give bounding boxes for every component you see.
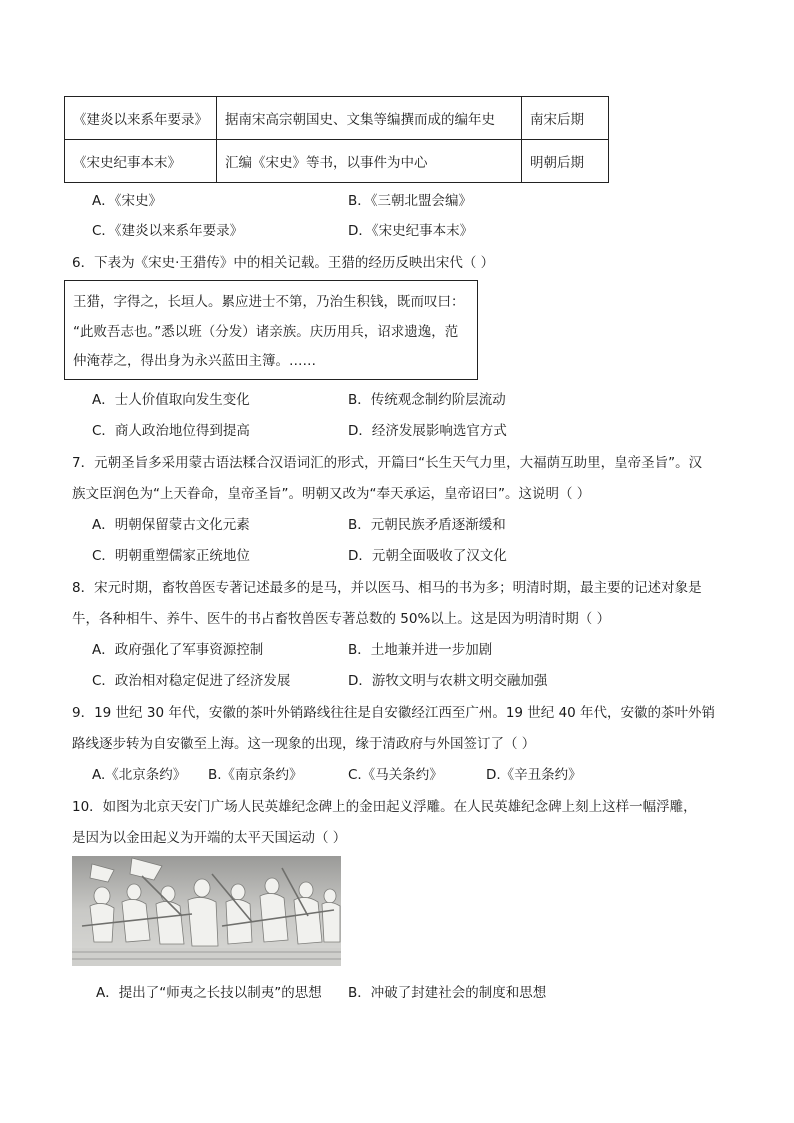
q6-quote-line: 仲淹荐之，得出身为永兴蓝田主簿。…… <box>73 353 316 369</box>
jintian-uprising-relief-image <box>72 856 341 966</box>
q8-option-c: C．政治相对稳定促进了经济发展 <box>92 673 291 689</box>
q9-stem-line2: 路线逐步转为自安徽至上海。这一现象的出现，缘于清政府与外国签订了（ ） <box>72 736 536 752</box>
q6-option-a: A．士人价值取向发生变化 <box>92 392 250 408</box>
q10-option-b: B．冲破了封建社会的制度和思想 <box>348 985 547 1001</box>
q6-quote-line: 王猎，字得之，长垣人。累应进士不第，乃治生积钱，既而叹曰： <box>73 294 465 310</box>
q9-stem-line1: 9．19 世纪 30 年代，安徽的茶叶外销路线往往是自安徽经江西至广州。19 世纪 40 年代，安徽的茶叶外销 <box>72 705 716 721</box>
table-row <box>65 97 609 140</box>
q7-option-a: A．明朝保留蒙古文化元素 <box>92 517 250 533</box>
q10-stem-line1: 10．如图为北京天安门广场人民英雄纪念碑上的金田起义浮雕。在人民英雄纪念碑上刻上这样一幅浮雕， <box>72 799 697 815</box>
q10-option-a: A．提出了“师夷之长技以制夷”的思想 <box>96 985 322 1001</box>
q6-option-c: C．商人政治地位得到提高 <box>92 423 250 439</box>
table-row <box>65 140 609 183</box>
table-cell: 南宋后期 <box>522 97 609 140</box>
table-cell: 据南宋高宗朝国史、文集等编撰而成的编年史 <box>217 97 522 140</box>
q8-stem-line2: 牛，各种相牛、养牛、医牛的书占畜牧兽医专著总数的 50%以上。这是因为明清时期（ ） <box>72 611 611 627</box>
q7-stem-line2: 族文臣润色为“上天眷命，皇帝圣旨”。明朝又改为“奉天承运，皇帝诏曰”。这说明（ ） <box>72 486 591 502</box>
q7-option-c: C．明朝重塑儒家正统地位 <box>92 548 250 564</box>
q5-option-d: D．《宋史纪事本末》 <box>348 223 474 239</box>
q9-option-c: C.《马关条约》 <box>348 767 443 783</box>
q9-option-b: B.《南京条约》 <box>208 767 303 783</box>
q6-quote-box <box>64 280 478 380</box>
q8-stem-line1: 8．宋元时期，畜牧兽医专著记述最多的是马，并以医马、相马的书为多；明清时期，最主要的记述对象是 <box>72 580 702 596</box>
q9-option-d: D.《辛丑条约》 <box>486 767 582 783</box>
q5-option-c: C．《建炎以来系年要录》 <box>92 223 244 239</box>
q6-stem: 6．下表为《宋史·王猎传》中的相关记载。王猎的经历反映出宋代（ ） <box>72 255 495 271</box>
q8-option-a: A．政府强化了军事资源控制 <box>92 642 264 658</box>
q9-option-a: A.《北京条约》 <box>92 767 187 783</box>
q5-option-a: A．《宋史》 <box>92 193 162 209</box>
q6-quote-line: “此败吾志也。”悉以班（分发）诸亲族。庆历用兵，诏求遗逸，范 <box>73 324 459 340</box>
table-cell: 《建炎以来系年要录》 <box>65 97 217 140</box>
table-cell: 《宋史纪事本末》 <box>65 140 217 183</box>
q8-option-d: D．游牧文明与农耕文明交融加强 <box>348 673 548 689</box>
q6-option-d: D．经济发展影响选官方式 <box>348 423 507 439</box>
q6-option-b: B．传统观念制约阶层流动 <box>348 392 506 408</box>
q7-stem-line1: 7．元朝圣旨多采用蒙古语法糅合汉语词汇的形式，开篇曰“长生天气力里，大福荫互助里，皇帝圣旨”。汉 <box>72 455 703 471</box>
q7-option-d: D．元朝全面吸收了汉文化 <box>348 548 507 564</box>
table-cell: 明朝后期 <box>522 140 609 183</box>
q5-option-b: B．《三朝北盟会编》 <box>348 193 473 209</box>
source-table <box>64 96 609 183</box>
table-cell: 汇编《宋史》等书，以事件为中心 <box>217 140 522 183</box>
q7-option-b: B．元朝民族矛盾逐渐缓和 <box>348 517 506 533</box>
q8-option-b: B．土地兼并进一步加剧 <box>348 642 493 658</box>
q10-stem-line2: 是因为以金田起义为开端的太平天国运动（ ） <box>72 830 347 846</box>
